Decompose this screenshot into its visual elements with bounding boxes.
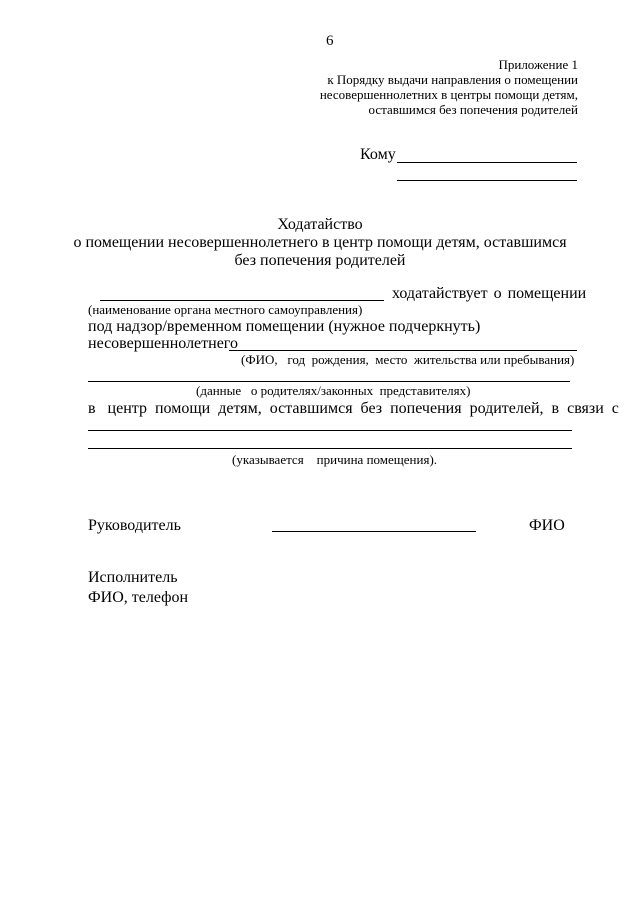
appendix-line-1: Приложение 1 [498, 57, 578, 72]
parents-caption: (данные о родителях/законных представителях) [196, 383, 471, 398]
executor-contact: ФИО, телефон [88, 589, 189, 606]
appendix-line-3: несовершеннолетних в центры помощи детям, [319, 87, 578, 102]
petition-text: ходатайствует о помещении [392, 285, 587, 302]
addressee-line-2[interactable] [397, 180, 577, 181]
document-subtitle-line-1: о помещении несовершеннолетнего в центр помощи детям, оставшимся [73, 234, 567, 251]
minor-caption: (ФИО, год рождения, место жительства или пребывания) [241, 352, 575, 367]
reason-line-1[interactable] [88, 430, 572, 431]
appendix-line-4: оставшимся без попечения родителей [368, 102, 578, 117]
page-number: 6 [326, 33, 334, 49]
reason-caption: (указывается причина помещения). [232, 452, 438, 467]
document-title: Ходатайство [277, 216, 363, 233]
parents-line[interactable] [88, 381, 570, 382]
executor-label: Исполнитель [88, 569, 178, 586]
supervision-line: под надзор/временном помещении (нужное подчеркнуть) [88, 318, 481, 335]
fio-label: ФИО [529, 517, 565, 534]
signature-line[interactable] [272, 531, 476, 532]
reason-line-2[interactable] [88, 448, 572, 449]
document-subtitle-line-2: без попечения родителей [234, 252, 406, 269]
minor-label: несовершеннолетнего [88, 335, 238, 352]
addressee-line-1[interactable] [397, 162, 577, 163]
center-line: в центр помощи детям, оставшимся без попечения родителей, в связи с [88, 400, 619, 417]
appendix-line-2: к Порядку выдачи направления о помещении [327, 72, 578, 87]
head-label: Руководитель [88, 517, 181, 534]
organ-caption: (наименование органа местного самоуправления) [88, 302, 363, 317]
minor-line[interactable] [229, 350, 577, 351]
organ-name-line[interactable] [100, 300, 384, 301]
addressee-label: Кому [360, 146, 396, 163]
